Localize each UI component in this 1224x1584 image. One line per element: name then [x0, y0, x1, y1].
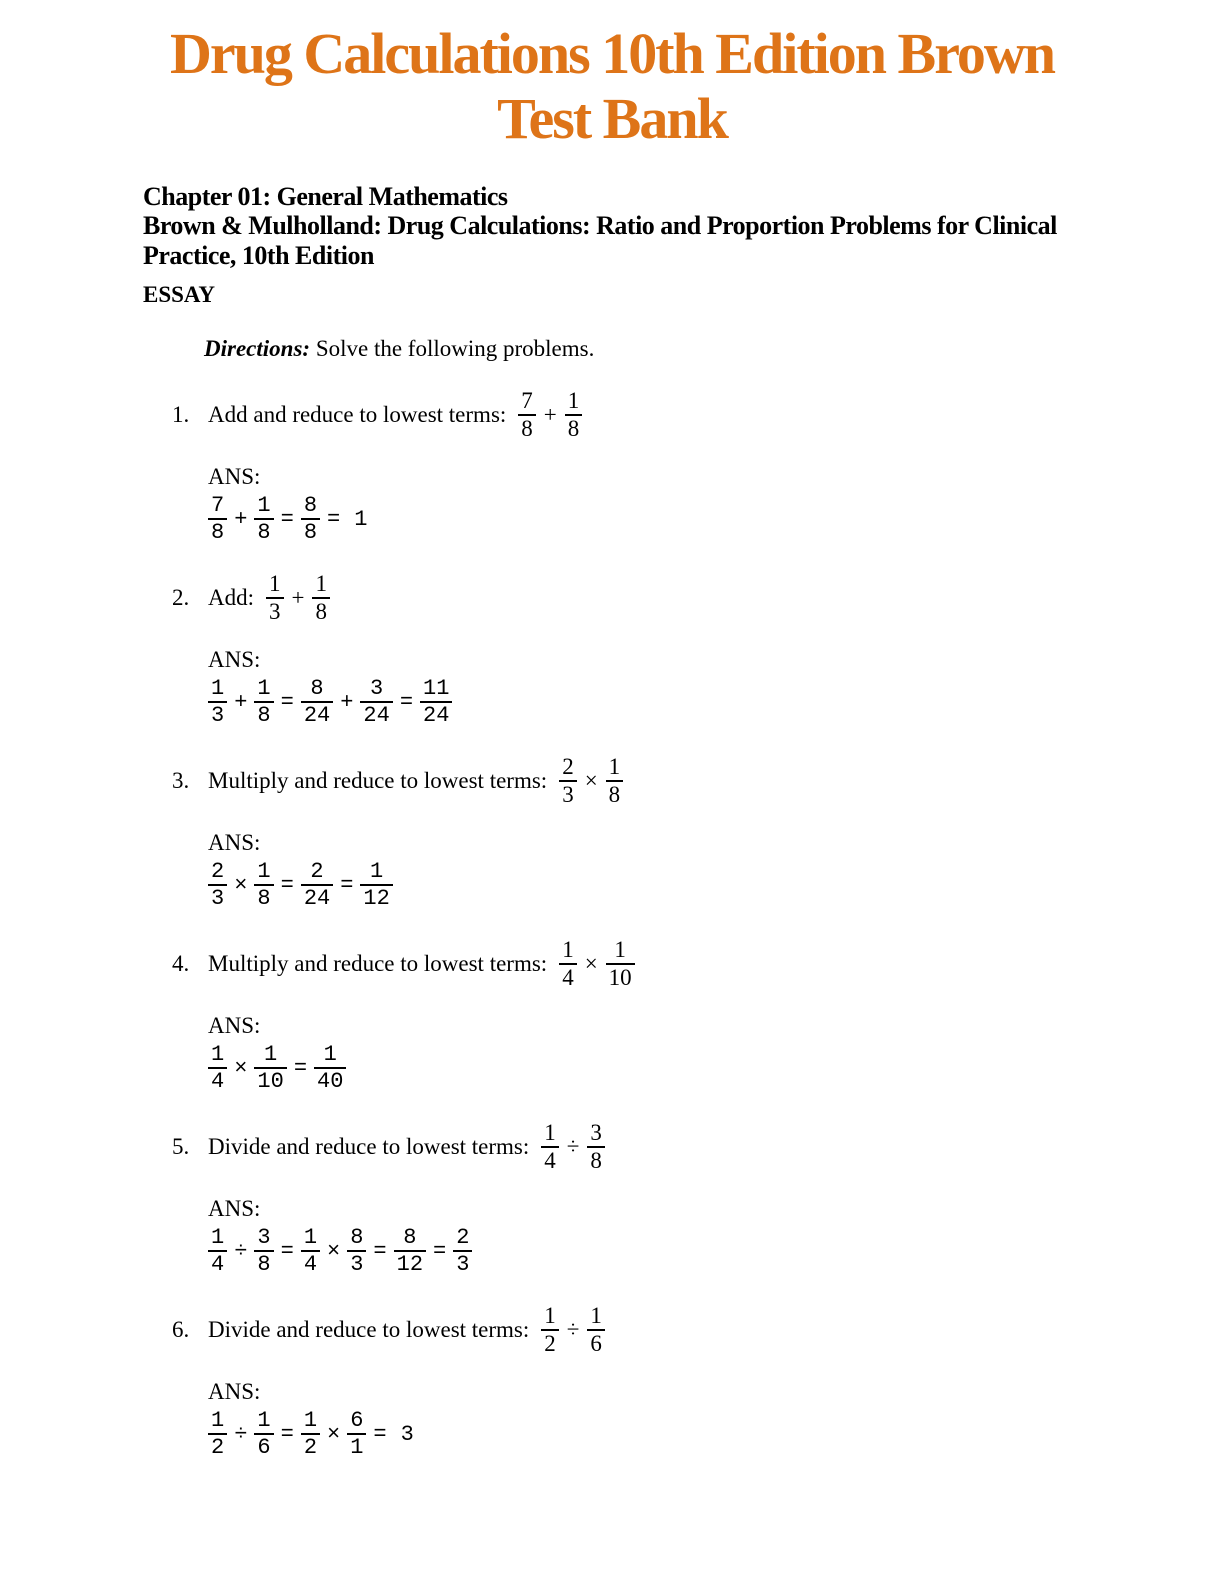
- fraction: [301, 494, 320, 544]
- answer-expression: [208, 1225, 472, 1277]
- fraction-denominator: 10: [254, 1067, 286, 1093]
- problem-item: [172, 571, 1194, 728]
- fraction-numerator: 1: [211, 675, 225, 701]
- fraction: [360, 860, 392, 910]
- problem-question-row: [172, 571, 1194, 625]
- fraction: [314, 1043, 346, 1093]
- fraction-numerator: 1: [211, 1407, 225, 1433]
- fraction-denominator: 4: [208, 1067, 227, 1093]
- fraction: [587, 1121, 605, 1173]
- directions: [204, 336, 1194, 362]
- fraction-denominator: 3: [453, 1250, 472, 1276]
- fraction-denominator: 2: [301, 1433, 320, 1459]
- fraction-denominator: 8: [254, 701, 273, 727]
- book-title-line-1: Brown & Mulholland: Drug Calculations: Ratio and Proportion Problems for Clinical: [143, 211, 1057, 241]
- fraction-denominator: 12: [360, 884, 392, 910]
- answer-label: ANS:: [208, 647, 261, 673]
- problem-number: 3.: [172, 768, 190, 794]
- fraction: [208, 1043, 227, 1093]
- fraction-numerator: 1: [562, 936, 574, 962]
- problem-list: [172, 388, 1194, 1460]
- answer-expression: [208, 676, 452, 728]
- problem-text: Multiply and reduce to lowest terms:: [208, 768, 548, 794]
- problem-question-row: [172, 937, 1194, 991]
- fraction-denominator: 8: [254, 884, 273, 910]
- fraction-numerator: 8: [403, 1224, 417, 1250]
- fraction-numerator: 7: [211, 492, 225, 518]
- fraction-numerator: 2: [211, 858, 225, 884]
- answer-expression: [208, 1042, 346, 1094]
- problem-number: 2.: [172, 585, 190, 611]
- fraction: [208, 1409, 227, 1459]
- fraction-denominator: 2: [208, 1433, 227, 1459]
- operator: =: [280, 689, 294, 715]
- fraction-numerator: 2: [562, 753, 574, 779]
- operator: =: [280, 506, 294, 532]
- fraction-numerator: 11: [423, 675, 450, 701]
- fraction-numerator: 1: [544, 1302, 556, 1328]
- fraction-denominator: 8: [518, 414, 536, 441]
- operator: =: [280, 1421, 294, 1447]
- fraction-numerator: 1: [264, 1041, 278, 1067]
- fraction-denominator: 4: [301, 1250, 320, 1276]
- answer-expression: [208, 493, 374, 545]
- operator: +: [234, 689, 248, 715]
- page-title: [0, 0, 1224, 152]
- problem-expression: [559, 938, 634, 990]
- fraction-numerator: 1: [303, 1224, 318, 1250]
- fraction-denominator: 6: [587, 1329, 605, 1356]
- fraction-numerator: 1: [257, 675, 271, 701]
- fraction-denominator: 10: [606, 963, 635, 990]
- fraction: [541, 1121, 559, 1173]
- fraction-denominator: 8: [208, 518, 227, 544]
- fraction: [347, 1226, 366, 1276]
- book-title-line-2: Practice, 10th Edition: [143, 240, 374, 270]
- operator: ÷: [234, 1238, 248, 1264]
- fraction-numerator: 1: [303, 1407, 318, 1433]
- operator: =: [293, 1055, 308, 1081]
- operator: =: [340, 872, 354, 898]
- operator: =: [280, 1238, 294, 1264]
- fraction-numerator: 3: [257, 1224, 271, 1250]
- title-line-2: Test Bank: [497, 85, 727, 151]
- fraction: [587, 1304, 605, 1356]
- fraction-denominator: 8: [312, 597, 330, 624]
- problem-number: 6.: [172, 1317, 190, 1343]
- fraction: [518, 389, 536, 441]
- fraction: [312, 572, 330, 624]
- answer-block: [208, 647, 1194, 728]
- operator: ÷: [566, 1134, 580, 1160]
- answer-block: [208, 1013, 1194, 1094]
- fraction-denominator: 24: [420, 701, 452, 727]
- fraction: [559, 938, 577, 990]
- fraction: [254, 1226, 273, 1276]
- fraction-denominator: 3: [347, 1250, 366, 1276]
- problem-expression: [541, 1304, 605, 1356]
- problem-item: [172, 754, 1194, 911]
- problem-text: Multiply and reduce to lowest terms:: [208, 951, 548, 977]
- fraction: [301, 677, 333, 727]
- operator: =: [327, 506, 341, 532]
- operator: ×: [234, 1055, 248, 1081]
- answer-label: ANS:: [208, 830, 261, 856]
- problem-item: [172, 1303, 1194, 1460]
- fraction-denominator: 8: [254, 518, 273, 544]
- answer-block: [208, 1196, 1194, 1277]
- fraction: [208, 494, 227, 544]
- operator: ÷: [234, 1421, 248, 1447]
- operator: =: [399, 689, 414, 715]
- problem-question-row: [172, 1303, 1194, 1357]
- answer-label: ANS:: [208, 1379, 261, 1405]
- operator: +: [340, 689, 354, 715]
- fraction-numerator: 2: [456, 1224, 470, 1250]
- operator: ×: [584, 951, 598, 977]
- chapter-title: Chapter 01: General Mathematics: [143, 181, 508, 211]
- operator: +: [543, 402, 557, 428]
- operator: 1: [354, 506, 368, 532]
- answer-expression: [208, 1408, 421, 1460]
- fraction-numerator: 1: [211, 1224, 225, 1250]
- fraction-numerator: 1: [257, 492, 271, 518]
- fraction: [606, 755, 624, 807]
- fraction: [541, 1304, 559, 1356]
- fraction-denominator: 8: [606, 780, 624, 807]
- operator: +: [291, 585, 305, 611]
- problem-text: Add:: [208, 585, 254, 611]
- fraction: [208, 677, 227, 727]
- problem-item: [172, 1120, 1194, 1277]
- problem-question-row: [172, 754, 1194, 808]
- fraction-denominator: 40: [314, 1067, 346, 1093]
- fraction-numerator: 3: [370, 675, 384, 701]
- fraction: [453, 1226, 472, 1276]
- operator: 3: [400, 1421, 414, 1447]
- fraction-denominator: 4: [208, 1250, 227, 1276]
- fraction-denominator: 8: [254, 1250, 273, 1276]
- fraction-denominator: 4: [541, 1146, 559, 1173]
- operator: =: [280, 872, 294, 898]
- fraction-numerator: 8: [310, 675, 324, 701]
- answer-label: ANS:: [208, 1196, 261, 1222]
- fraction-numerator: 1: [257, 1407, 271, 1433]
- fraction-denominator: 2: [541, 1329, 559, 1356]
- operator: ÷: [566, 1317, 580, 1343]
- problem-text: Divide and reduce to lowest terms:: [208, 1317, 530, 1343]
- fraction-numerator: 2: [310, 858, 324, 884]
- fraction-denominator: 3: [208, 701, 227, 727]
- fraction-numerator: 1: [269, 570, 281, 596]
- fraction-denominator: 3: [266, 597, 284, 624]
- fraction: [606, 938, 635, 990]
- operator: ×: [234, 872, 248, 898]
- operator: ×: [327, 1238, 341, 1264]
- fraction-denominator: 8: [587, 1146, 605, 1173]
- operator: =: [373, 1238, 387, 1264]
- fraction: [254, 860, 273, 910]
- problem-expression: [541, 1121, 605, 1173]
- fraction: [347, 1409, 366, 1459]
- operator: +: [234, 506, 248, 532]
- operator: =: [433, 1238, 447, 1264]
- fraction: [301, 1226, 320, 1276]
- title-line-1: Drug Calculations 10th Edition Brown: [169, 21, 1055, 86]
- fraction: [420, 677, 452, 727]
- answer-label: ANS:: [208, 1013, 261, 1039]
- problem-question-row: [172, 1120, 1194, 1174]
- fraction: [559, 755, 577, 807]
- fraction-numerator: 1: [590, 1302, 602, 1328]
- fraction-denominator: 24: [301, 884, 333, 910]
- problem-expression: [266, 572, 330, 624]
- fraction: [254, 1043, 286, 1093]
- problem-text: Add and reduce to lowest terms:: [208, 402, 507, 428]
- answer-block: [208, 830, 1194, 911]
- fraction-numerator: 8: [350, 1224, 364, 1250]
- fraction: [394, 1226, 426, 1276]
- fraction-numerator: 6: [350, 1407, 364, 1433]
- fraction: [254, 494, 273, 544]
- fraction-numerator: 8: [303, 492, 318, 518]
- fraction-denominator: 8: [565, 414, 583, 441]
- fraction-numerator: 1: [370, 858, 384, 884]
- fraction: [301, 1409, 320, 1459]
- fraction-numerator: 7: [521, 387, 533, 413]
- fraction: [565, 389, 583, 441]
- problem-number: 5.: [172, 1134, 190, 1160]
- problem-expression: [559, 755, 623, 807]
- fraction-denominator: 8: [301, 518, 320, 544]
- fraction-denominator: 24: [301, 701, 333, 727]
- fraction-denominator: 4: [559, 963, 577, 990]
- fraction-numerator: 1: [211, 1041, 225, 1067]
- answer-block: [208, 1379, 1194, 1460]
- section-label: ESSAY: [143, 282, 216, 308]
- problem-number: 1.: [172, 402, 190, 428]
- fraction-denominator: 6: [254, 1433, 273, 1459]
- problem-question-row: [172, 388, 1194, 442]
- fraction: [208, 860, 227, 910]
- fraction-denominator: 12: [394, 1250, 426, 1276]
- problem-text: Divide and reduce to lowest terms:: [208, 1134, 530, 1160]
- fraction-numerator: 3: [590, 1119, 602, 1145]
- fraction-denominator: 24: [360, 701, 392, 727]
- fraction-denominator: 1: [347, 1433, 366, 1459]
- page-content: [0, 182, 1224, 1460]
- answer-expression: [208, 859, 393, 911]
- fraction: [266, 572, 284, 624]
- problem-item: [172, 388, 1194, 545]
- fraction-numerator: 1: [315, 570, 327, 596]
- fraction-denominator: 3: [559, 780, 577, 807]
- fraction-numerator: 1: [544, 1119, 556, 1145]
- fraction-numerator: 1: [323, 1041, 337, 1067]
- operator: ×: [327, 1421, 341, 1447]
- fraction-numerator: 1: [608, 753, 621, 779]
- fraction: [254, 677, 273, 727]
- fraction-numerator: 1: [567, 387, 580, 413]
- answer-block: [208, 464, 1194, 545]
- fraction: [254, 1409, 273, 1459]
- fraction-denominator: 3: [208, 884, 227, 910]
- fraction: [360, 677, 392, 727]
- fraction-numerator: 1: [257, 858, 271, 884]
- fraction: [208, 1226, 227, 1276]
- problem-number: 4.: [172, 951, 190, 977]
- problem-item: [172, 937, 1194, 1094]
- answer-label: ANS:: [208, 464, 261, 490]
- problem-expression: [518, 389, 582, 441]
- operator: ×: [584, 768, 598, 794]
- directions-label: Directions:: [204, 336, 311, 362]
- fraction: [301, 860, 333, 910]
- operator: =: [373, 1421, 387, 1447]
- directions-text: Solve the following problems.: [310, 336, 595, 362]
- chapter-heading: [143, 182, 1194, 270]
- fraction-numerator: 1: [614, 936, 626, 962]
